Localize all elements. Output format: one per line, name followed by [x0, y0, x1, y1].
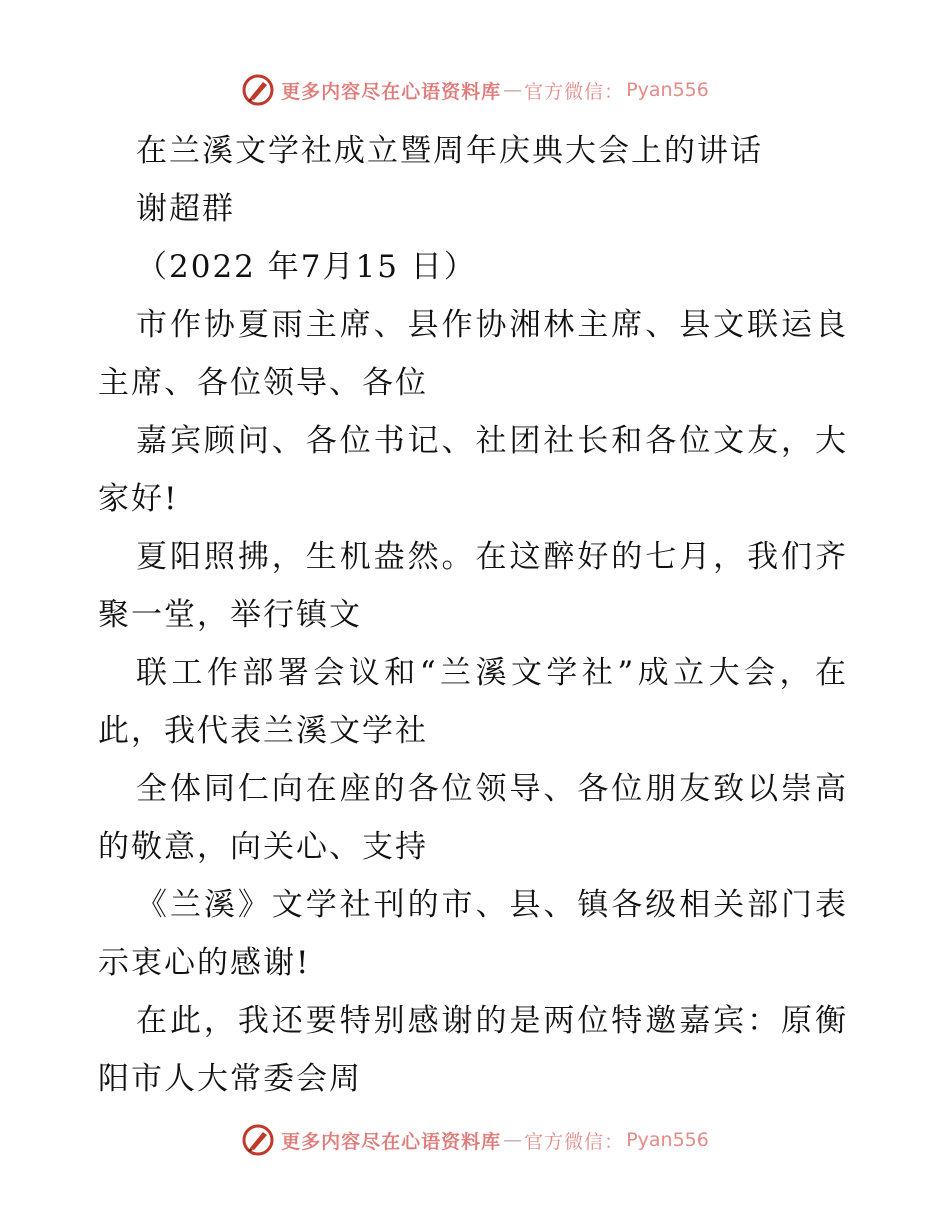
watermark-main-text: 更多内容尽在心语资料库	[281, 1130, 502, 1153]
text-line: 此，我代表兰溪文学社	[98, 713, 428, 749]
watermark-wechat-label: 官方微信：	[524, 1130, 625, 1153]
watermark-separator: —	[503, 1129, 523, 1151]
text-line: 聚一堂，举行镇文	[98, 597, 362, 633]
text-line: 嘉宾顾问、各位书记、社团社长和各位文友，大	[136, 423, 848, 459]
text-line: 全体同仁向在座的各位领导、各位朋友致以崇高	[136, 771, 848, 807]
text-line: 家好!	[98, 481, 179, 517]
watermark-wechat-id: Pyan556	[626, 79, 709, 101]
watermark-wechat-label: 官方微信：	[524, 80, 625, 103]
text-line: 在此，我还要特别感谢的是两位特邀嘉宾：原衡	[136, 1003, 848, 1039]
text-line: 联工作部署会议和“兰溪文学社”成立大会，在	[136, 655, 848, 691]
pen-logo-icon	[241, 1123, 275, 1157]
footer-watermark	[0, 1120, 950, 1160]
watermark-main-text: 更多内容尽在心语资料库	[281, 80, 502, 103]
watermark-separator: —	[503, 79, 523, 101]
document-title: 在兰溪文学社成立暨周年庆典大会上的讲话	[136, 133, 763, 169]
pen-logo-icon	[241, 73, 275, 107]
header-watermark	[0, 70, 950, 110]
text-line: 示衷心的感谢!	[98, 945, 311, 981]
document-body	[98, 122, 858, 1108]
text-line: 夏阳照拂，生机盎然。在这醉好的七月，我们齐	[136, 539, 848, 575]
text-line: 的敬意，向关心、支持	[98, 829, 428, 865]
text-line: 市作协夏雨主席、县作协湘林主席、县文联运良	[136, 307, 848, 343]
text-line: 《兰溪》文学社刊的市、县、镇各级相关部门表	[136, 887, 848, 923]
text-line: 阳市人大常委会周	[98, 1061, 362, 1097]
watermark-wechat-id: Pyan556	[626, 1129, 709, 1151]
document-date: （2022 年7月15 日）	[136, 249, 477, 285]
document-author: 谢超群	[136, 191, 235, 227]
text-line: 主席、各位领导、各位	[98, 365, 428, 401]
